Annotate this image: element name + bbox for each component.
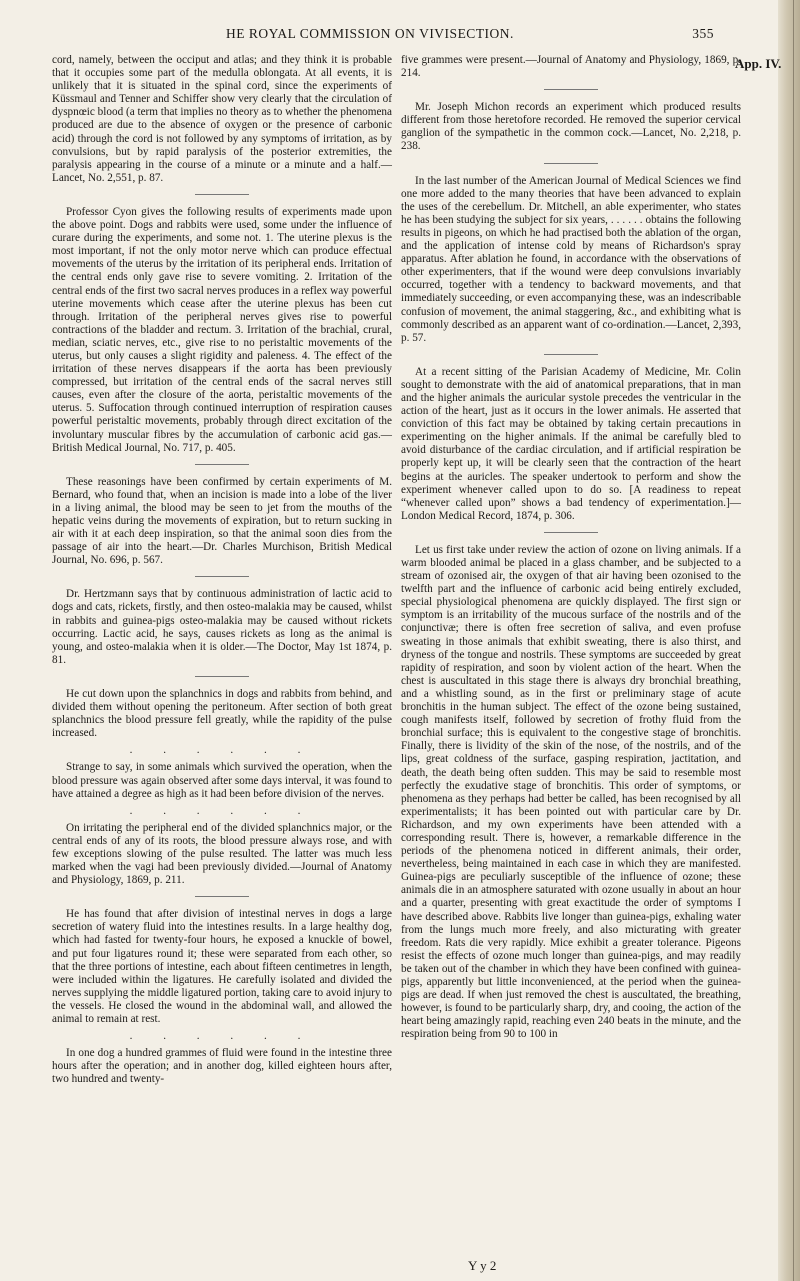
- separator: [195, 676, 249, 677]
- right-column: [401, 54, 741, 1043]
- ellipsis-row: . . . . . .: [129, 744, 315, 757]
- running-title: HE ROYAL COMMISSION ON VIVISECTION.: [226, 26, 514, 41]
- separator: [544, 163, 598, 164]
- right-paragraph-2: Mr. Joseph Michon records an experiment which produced results different from those heretofore recorded. He removed the superior cervical ganglion of the sympathetic in the common cock.—Lancet, No. 2,218, p. 238.: [401, 101, 741, 153]
- separator: [195, 896, 249, 897]
- signature-mark: Y y 2: [468, 1258, 497, 1273]
- separator: [544, 354, 598, 355]
- running-header: [50, 26, 750, 50]
- page-edge: [778, 0, 800, 1281]
- left-column: [52, 54, 392, 1088]
- right-paragraph-1: five grammes were present.—Journal of Anatomy and Physiology, 1869, p. 214.: [401, 54, 741, 80]
- page-number: 355: [692, 26, 714, 41]
- right-paragraph-3: In the last number of the American Journal of Medical Sciences we find one more added to the many theories that have been advanced to explain the uses of the cerebellum. Dr. Mitchell, an able experimenter, who states he has been studying the subject for six years, . . . . . . obtains the following results in pigeons, on which he had practised both the ablation of the organ, and the application of intense cold by means of Richardson's spray apparatus. After ablation he found, in accordance with the observations of other experimenters, that if the wound were deep convulsions invariably occurred, together with a tendency to backward movements, and that immediately succeeding, or even accompanying these, was an indescribable confusion of movement, the animal staggering, &c., and exhibiting what is commonly described as an apparent want of co-ordination.—Lancet, 2,393, p. 57.: [401, 174, 741, 344]
- left-paragraph-6: Strange to say, in some animals which survived the operation, when the blood pressure was again observed after some days interval, it was found to have attained a degree as high as it had been before division of the nerves.: [52, 761, 392, 800]
- separator: [544, 532, 598, 533]
- left-paragraph-7: On irritating the peripheral end of the divided splanchnics major, or the central ends of any of its roots, the blood pressure always rose, and with few exceptions slowing of the pulse resulted. The latter was much less marked when the vagi had been previously divided.—Journal of Anatomy and Physiology, 1869, p. 211.: [52, 821, 392, 887]
- left-paragraph-8: He has found that after division of intestinal nerves in dogs a large secretion of watery fluid into the intestines results. In a large healthy dog, which had fasted for twenty-four hours, he exposed a knuckle of bowel, and put four ligatures round it; these were separated from each other, so that the three portions of intestine, each about fifteen centimetres in length, were included within the ligatures. He carefully isolated and divided the nerves supplying the middle ligatured portion, taking care to avoid injury to the vessels. He closed the wound in the abdominal wall, and allowed the animal to remain at rest.: [52, 908, 392, 1025]
- ellipsis-row: . . . . . .: [129, 1030, 315, 1043]
- separator: [195, 464, 249, 465]
- right-paragraph-4: At a recent sitting of the Parisian Academy of Medicine, Mr. Colin sought to demonstrate with the aid of anatomical preparations, that in man and the higher animals the auricular systole precedes the ventricular in the action of the heart, just as it occurs in the lower animals. He asserted that conviction of this fact may be obtained by taking certain precautions in experimenting on the higher animals. If the animal be carefully bled to avoid disturbance of the cardiac circulation, and if artificial respiration be properly kept up, it will be clearly seen that the contraction of the heart begins at the auricles. The speaker undertook to perform and show the experiment whenever called upon to do so. [A readiness to repeat “whenever called upon” shows a bad tendency of experimentation.]—London Medical Record, 1874, p. 306.: [401, 365, 741, 522]
- separator: [195, 576, 249, 577]
- left-paragraph-5: He cut down upon the splanchnics in dogs and rabbits from behind, and divided them without opening the peritoneum. After section of both great splanchnics the blood pressure fell greatly, while the rapidity of the pulse increased.: [52, 687, 392, 740]
- page-edge-line: [793, 0, 794, 1281]
- left-paragraph-4: Dr. Hertzmann says that by continuous administration of lactic acid to dogs and cats, rickets, firstly, and then osteo-malakia may be caused, whilst in rabbits and guinea-pigs osteo-malakia may be caused without rickets occurring. Lactic acid, he says, causes rickets as long as the animal is young, and osteo-malakia when it is older.—The Doctor, May 1st 1874, p. 81.: [52, 588, 392, 666]
- left-paragraph-1: cord, namely, between the occiput and atlas; and they think it is probable that it occupies some part of the medulla oblongata. At all events, it is unlikely that it is situated in the spinal cord, since the experiments of Küssmaul and Tenner and Schiffer show very clearly that the circulation of dyspnœic blood (a term that implies no theory as to whether the phenomena produced are due to the absence of oxygen or the presence of carbonic acid) through the cord is not followed by any symptoms of irritation, as by convulsions, but by rapid paralysis of the posterior extremities, the paralysis appearing in the course of a minute or a minute and a half.—Lancet, No. 2,551, p. 87.: [52, 54, 392, 184]
- separator: [544, 89, 598, 90]
- separator: [195, 194, 249, 195]
- appendix-tag: App. IV.: [735, 56, 782, 71]
- left-paragraph-2: Professor Cyon gives the following results of experiments made upon the above point. Dogs and rabbits were used, some under the influence of curare during the experiments, and some not. 1. The uterine plexus is the most important, if not the only motor nerve which can produce effectual movements of the uterus by the irritation of its peripheral ends. Irritation of the central ends only gave rise to severe vomiting. 2. Irritation of the central ends of the first two sacral nerves produces in a reflex way powerful uterine movements which cease after the uterine plexus has been cut through. Irritation of the peripheral nerves gives rise to powerful contractions of the bladder and rectum. 3. Irritation of the brachial, crural, median, sciatic nerves, etc., give rise to no peristaltic movements of the uterus, but only causes a slight rigidity and paleness. 4. The effect of the irritation of these nerves disappears if the aorta has been previously compressed, but irritation of the central ends of the sacral nerves still causes, even after the closure of the aorta, peristaltic movements of the uterus. 5. Suffocation through continued interruption of respiration causes powerful peristaltic movements, probably through direct excitation of the involuntary muscular fibres by the accumulation of carbonic acid gas.—British Medical Journal, No. 717, p. 405.: [52, 205, 392, 454]
- right-paragraph-5: Let us first take under review the action of ozone on living animals. If a warm blooded animal be placed in a glass chamber, and be subjected to a stream of ozonised air, the oxygen of that air having been ozonised to the twelfth part and the influence of carbonic acid being entirely excluded, special physiological phenomena are quickly displayed. The first sign or symptom is an irritability of the mucous surface of the nostrils and of the conjunctivæ; there is often free secretion of saliva, and even profuse sweating in those animals that exhibit sweating, there is also thirst, and dryness of the tongue and nostrils. These symptoms are succeeded by great rapidity of respiration, and soon by violent action of the heart. When the chest is auscultated in this stage there is always dry bronchial breathing, and a whistling sound, as in the first or preliminary stage of acute bronchitis in the human subject. The effect of the ozone being sustained, cough manifests itself, followed by secretion of frothy fluid from the bronchial surface; this is equivalent to the congestive stage of bronchitis. Finally, there is lividity of the skin of the nose, of the nostrils, and of the lips, great coldness of the surface, gasping respiration, jactitation, and death, the death being often sudden. This may be said to resemble most perfectly the exudative stage of bronchitis. This order of symptoms, or phenomena as they perhaps had better be called, has been recognised by all experimentalists; it has been pointed out with particular care by Dr. Richardson, and my own experiments have been attended with a corresponding result. There is, however, a remarkable difference in the periods of the phenomena noticed in different animals, their order, nevertheless, being maintained in each case in which they are manifested. Guinea-pigs are peculiarly susceptible of the influence of ozone; these animals die in an atmosphere saturated with ozone usually in about an hour and a quarter, presenting with great exactitude the order of symptoms I have described above. Rabbits live longer than guinea-pigs, exhaling water from the lungs much more freely, and also micturating with greater freedom. Rats die very rapidly. Mice exhibit a greater tolerance. Pigeons resist the effects of ozone much longer than guinea-pigs, and may readily be taken out of the chamber in which they have been confined with guinea-pigs, apparently but little inconvenienced, at the period when the guinea-pigs are dead. If when just removed the chest is auscultated, the breathing, however, is found to be particularly sharp, dry, and cooing, the action of the heart being amazingly rapid, reaching even 240 beats in the minute, and the respiration being from 90 to 100 in: [401, 543, 741, 1041]
- left-paragraph-3: These reasonings have been confirmed by certain experiments of M. Bernard, who found that, when an incision is made into a lobe of the liver in a living animal, the blood may be seen to jet from the mouths of the hepatic veins during the movements of expiration, but to return sucking in air with it at each deep inspiration, so that the animal soon dies from the passage of air into the heart.—Dr. Charles Murchison, British Medical Journal, No. 696, p. 567.: [52, 475, 392, 567]
- ellipsis-row: . . . . . .: [129, 804, 315, 817]
- left-paragraph-9: In one dog a hundred grammes of fluid were found in the intestine three hours after the operation; and in another dog, killed eighteen hours after, two hundred and twenty-: [52, 1047, 392, 1086]
